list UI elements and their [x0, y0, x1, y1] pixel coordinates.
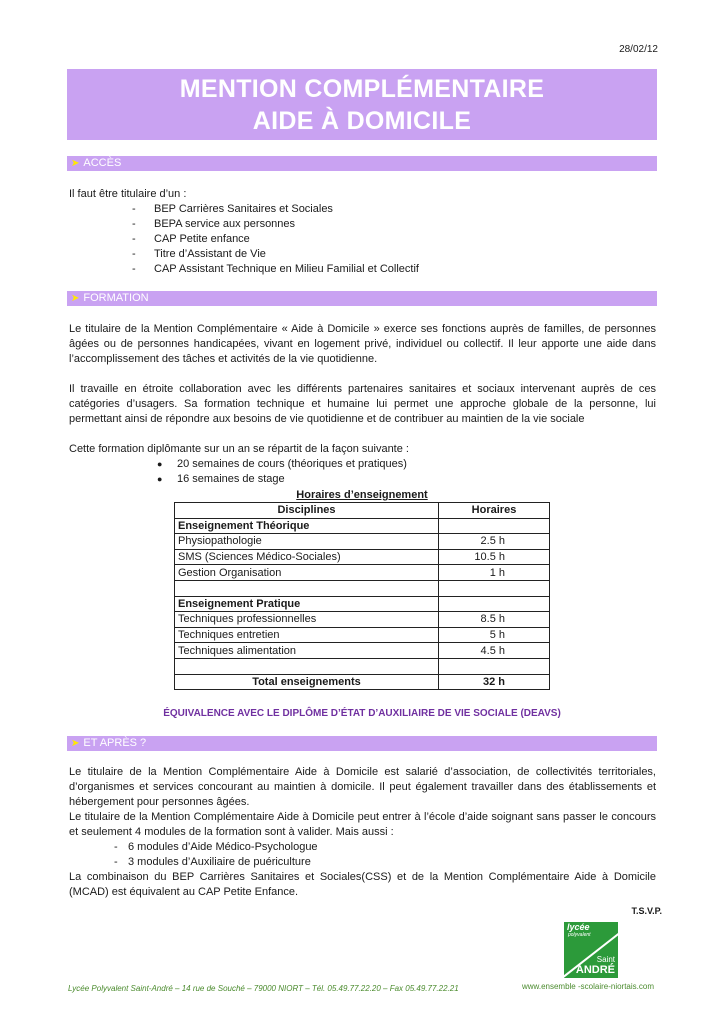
footer-address: Lycée Polyvalent Saint-André – 14 rue de Souché – 79000 NIORT – Tél. 05.49.77.22.20 – Fax 05.49.77.22.21 — [68, 984, 459, 993]
table-title: Horaires d’enseignement — [296, 489, 428, 501]
table-row: Enseignement Pratique — [175, 596, 550, 612]
title-line-1: MENTION COMPLÉMENTAIRE — [179, 74, 545, 103]
table-total-row: Total enseignements 32 h — [175, 674, 550, 690]
chevron-right-icon: ➤ — [71, 293, 80, 304]
list-item: - CAP Assistant Technique en Milieu Familial et Collectif — [132, 263, 419, 275]
tsvp-note: T.S.V.P. — [631, 906, 662, 916]
acces-intro: Il faut être titulaire d’un : — [69, 188, 187, 200]
section-header-et-apres — [67, 736, 657, 751]
apres-paragraph-1: Le titulaire de la Mention Complémentaire Aide à Domicile est salarié d’association, de collectivités territoriales, d’organismes et services concourant au maintien à domicile. Il peut également travailler dans des établissements et hébergement pour personnes âgées. — [69, 766, 656, 808]
title-line-2: AIDE À DOMICILE — [252, 106, 472, 135]
table-row: SMS (Sciences Médico-Sociales) 10.5 h — [175, 549, 550, 565]
table-row: Techniques entretien 5 h — [175, 627, 550, 643]
section-title: ET APRÈS ? — [83, 737, 147, 749]
acces-list — [132, 202, 419, 277]
table-row: Techniques alimentation 4.5 h — [175, 643, 550, 659]
apres-paragraph-3: La combinaison du BEP Carrières Sanitaires et Sociales(CSS) et de la Mention Complémentaire Aide à Domicile (MCAD) est équivalent au CAP Petite Enfance. — [69, 871, 656, 898]
list-item: - BEP Carrières Sanitaires et Sociales — [132, 203, 333, 215]
list-item: ● 20 semaines de cours (théoriques et pratiques) — [157, 458, 407, 470]
formation-paragraph-1: Le titulaire de la Mention Complémentaire « Aide à Domicile » exerce ses fonctions auprès de familles, de personnes âgées ou de personnes handicapées, vivant en logement privé, individuel ou collectif. Il leur apporte une aide dans l’accomplissement des tâches et activités de la vie quotidienne. — [69, 323, 656, 365]
table-row — [175, 580, 550, 596]
apres-list — [114, 840, 318, 870]
school-logo: lycée polyvalent Saint ANDRÉ — [564, 922, 618, 978]
table-header-row — [175, 503, 550, 519]
section-title: FORMATION — [83, 292, 149, 304]
table-row: Gestion Organisation 1 h — [175, 565, 550, 581]
equivalence-note: ÉQUIVALENCE AVEC LE DIPLÔME D’ÉTAT D’AUXILIAIRE DE VIE SOCIALE (DEAVS) — [163, 708, 561, 719]
apres-paragraph-2: Le titulaire de la Mention Complémentaire Aide à Domicile peut entrer à l’école d’aide soignant sans passer le concours et seulement 4 modules de la formation sont à valider. Mais aussi : — [69, 811, 656, 838]
list-item: - 3 modules d’Auxiliaire de puériculture — [114, 856, 311, 868]
table-row: Techniques professionnelles 8.5 h — [175, 612, 550, 628]
table-row: Physiopathologie 2.5 h — [175, 534, 550, 550]
footer-website: www.ensemble -scolaire-niortais.com — [521, 982, 654, 991]
formation-paragraph-3: Cette formation diplômante sur un an se répartit de la façon suivante : — [69, 443, 409, 455]
section-header-acces — [67, 156, 657, 171]
section-header-formation — [67, 291, 657, 306]
list-item: - 6 modules d’Aide Médico-Psychologue — [114, 841, 318, 853]
column-header: Disciplines — [175, 503, 439, 519]
table-row: Enseignement Théorique — [175, 518, 550, 534]
section-title: ACCÈS — [83, 157, 122, 169]
list-item: - BEPA service aux personnes — [132, 218, 296, 230]
document-date: 28/02/12 — [619, 44, 658, 55]
table-row — [175, 658, 550, 674]
formation-paragraph-2: Il travaille en étroite collaboration avec les différents partenaires sanitaires et sociaux intervenant auprès de ces catégories d’usagers. Sa formation technique et humaine lui permet une approche globale de la personne, lui permettant ainsi de répondre aux besoins de vie quotidienne et de contribuer au maintien de la vie sociale — [69, 383, 656, 425]
column-header: Horaires — [439, 503, 550, 519]
hours-table — [174, 502, 550, 690]
list-item: - CAP Petite enfance — [132, 233, 250, 245]
chevron-right-icon: ➤ — [71, 738, 80, 749]
list-item: - Titre d’Assistant de Vie — [132, 248, 266, 260]
list-item: ● 16 semaines de stage — [157, 473, 285, 485]
title-banner — [67, 69, 657, 140]
formation-bullets — [157, 457, 407, 487]
chevron-right-icon: ➤ — [71, 158, 80, 169]
